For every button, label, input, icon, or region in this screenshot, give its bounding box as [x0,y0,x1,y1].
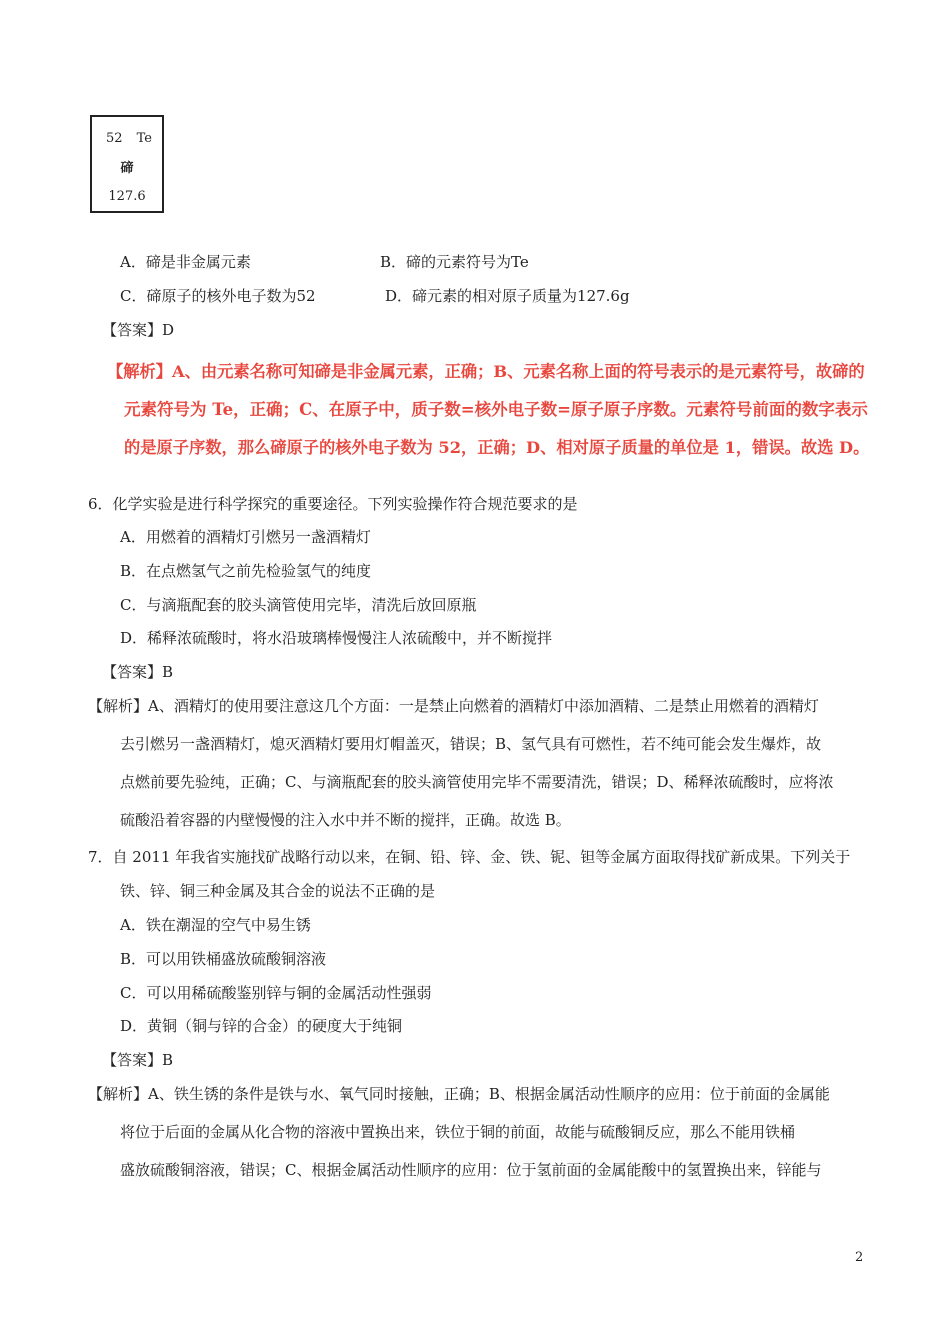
q5-analysis-line-2: 元素符号为 Te，正确；C、在原子中，质子数=核外电子数=原子原子序数。元素符号前面的数字表示 [124,400,868,419]
q7-stem-line-2: 铁、锌、铜三种金属及其合金的说法不正确的是 [120,882,436,900]
q6-analysis-line-3: 点燃前要先验纯，正确；C、与滴瓶配套的胶头滴管使用完毕不需要清洗，错误；D、稀释浓硫酸时，应将浓 [120,773,834,791]
q6-stem: 6．化学实验是进行科学探究的重要途径。下列实验操作符合规范要求的是 [88,495,578,513]
q7-analysis-line-3: 盛放硫酸铜溶液，错误；C、根据金属活动性顺序的应用：位于氢前面的金属能酸中的氢置换出来，锌能与 [120,1161,822,1179]
q7-analysis-line-1: 【解析】A、铁生锈的条件是铁与水、氧气同时接触，正确；B、根据金属活动性顺序的应用：位于前面的金属能 [88,1085,830,1103]
q6-analysis-line-1: 【解析】A、酒精灯的使用要注意这几个方面：一是禁止向燃着的酒精灯中添加酒精、二是禁止用燃着的酒精灯 [88,697,819,715]
q6-option-c: C．与滴瓶配套的胶头滴管使用完毕，清洗后放回原瓶 [120,596,477,614]
page-number: 2 [855,1250,864,1265]
q7-option-b: B．可以用铁桶盛放硫酸铜溶液 [120,950,327,968]
q7-option-c: C．可以用稀硫酸鉴别锌与铜的金属活动性强弱 [120,984,432,1002]
q7-answer: 【答案】B [102,1051,174,1069]
q5-analysis-line-1: 【解析】A、由元素名称可知碲是非金属元素，正确；B、元素名称上面的符号表示的是元素符号，故碲的 [107,362,865,381]
q6-analysis-line-2: 去引燃另一盏酒精灯，熄灭酒精灯要用灯帽盖灭，错误；B、氢气具有可燃性，若不纯可能会发生爆炸，故 [120,735,822,753]
q5-option-b: B．碲的元素符号为Te [380,253,529,271]
q5-option-a: A．碲是非金属元素 [120,253,251,271]
q6-analysis-line-4: 硫酸沿着容器的内壁慢慢的注入水中并不断的搅拌，正确。故选 B。 [120,811,571,829]
element-tile-tellurium [90,115,164,213]
q5-analysis-line-3: 的是原子序数，那么碲原子的核外电子数为 52，正确；D、相对原子质量的单位是 1，错误。故选 D。 [124,438,870,457]
q6-option-d: D．稀释浓硫酸时，将水沿玻璃棒慢慢注人浓硫酸中，并不断搅拌 [120,629,553,647]
q5-option-d: D．碲元素的相对原子质量为127.6g [385,287,630,305]
q5-answer: 【答案】D [102,321,175,339]
q7-analysis-line-2: 将位于后面的金属从化合物的溶液中置换出来，铁位于铜的前面，故能与硫酸铜反应，那么不能用铁桶 [120,1123,796,1141]
element-symbol: Te [136,131,152,146]
q6-answer: 【答案】B [102,663,174,681]
element-name: 碲 [120,161,134,176]
q7-option-a: A．铁在潮湿的空气中易生锈 [120,916,311,934]
q6-option-a: A．用燃着的酒精灯引燃另一盏酒精灯 [120,528,371,546]
atomic-mass: 127.6 [108,189,146,204]
q5-option-c: C．碲原子的核外电子数为52 [120,287,316,305]
q7-stem-line-1: 7．自 2011 年我省实施找矿战略行动以来，在铜、铅、锌、金、铁、铌、钽等金属方面取得找矿新成果。下列关于 [88,848,851,866]
atomic-number: 52 [106,131,123,146]
q7-option-d: D．黄铜（铜与锌的合金）的硬度大于纯铜 [120,1017,403,1035]
q6-option-b: B．在点燃氢气之前先检验氢气的纯度 [120,562,372,580]
